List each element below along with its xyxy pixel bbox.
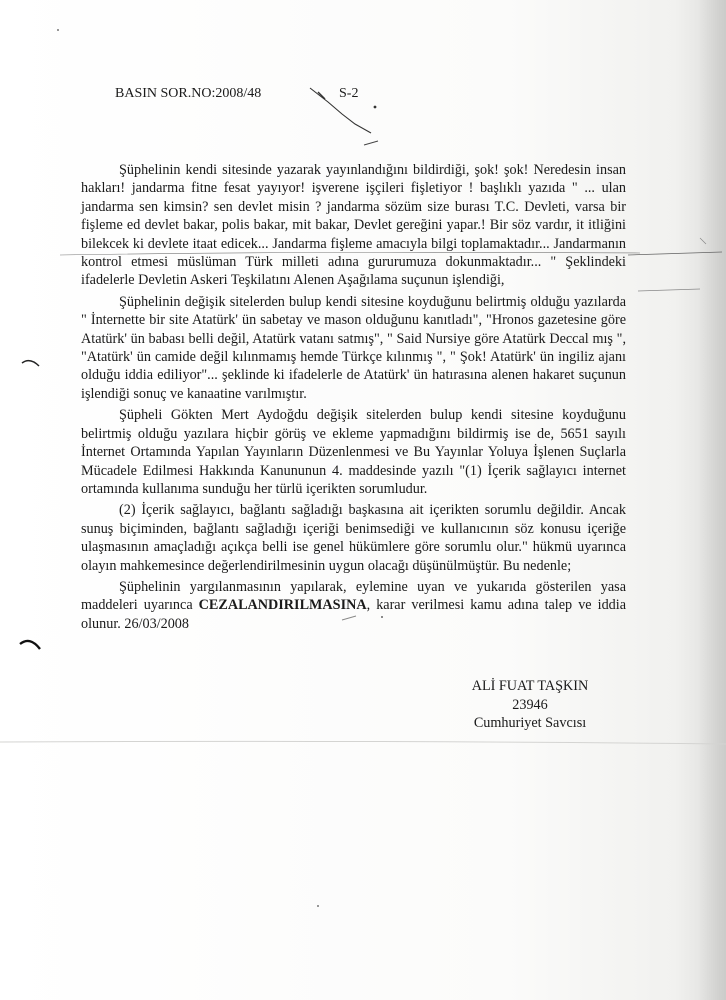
fold-line-bottom (0, 741, 726, 744)
paragraph-5-text-after: , karar verilmesi kamu adına talep ve iddia olunur. 26/03/2008 (81, 597, 626, 632)
signature-block (455, 677, 605, 733)
paragraph-1: Şüphelinin kendi sitesinde yazarak yayınlandığını bildirdiği, şok! şok! Neredesin insan hakları! jandarma fitne fesat yayıyor! işverene işçileri fişletiyor ! başlıklı yazıda " ... ulan jandarma sen kimsin? sen devlet misin ? jandarma sözüm size burası T.C. Devleti, varsa bir fişleme ed devlet bakar, polis bakar, mit bakar, Devlet gereğini yapar.! Bir söz vardır, it itliğini bilekcek ki devlete itaat edicek... Jandarma fişleme amacıyla bilgi toplamaktadır... Jandarmanın kontrol etmesi müslüman Türk milleti adına gururumuza dokunmaktadır... " Şeklindeki ifadelerle Devletin Askeri Teşkilatını Alenen Aşağılama suçunun işlendiği, (81, 162, 626, 289)
document-header (115, 86, 415, 106)
paragraph-5-text-before: Şüphelinin yargılanmasının yapılarak, eylemine uyan ve yukarıda gösterilen yasa maddeleri uyarınca (81, 578, 626, 614)
header-dot (374, 106, 377, 109)
page-number: S-2 (339, 86, 359, 101)
document-body (81, 161, 626, 636)
prosecutor-name: ALİ FUAT TAŞKIN (471, 678, 589, 694)
paragraph-5-bold-verdict: CEZALANDIRILMASINA (198, 597, 367, 614)
hole-punch-mark-top (22, 361, 39, 366)
stray-dot-2 (317, 905, 319, 907)
prosecutor-title: Cumhuriyet Savcısı (473, 715, 587, 731)
stray-dot-3 (57, 29, 59, 31)
margin-line-2 (638, 289, 700, 291)
margin-tick (700, 238, 706, 244)
prosecutor-number: 23946 (512, 696, 548, 713)
paragraph-4: (2) İçerik sağlayıcı, bağlantı sağladığı başkasına ait içerikten sorumlu değildir. Ancak sunuş biçiminden, bağlantı sağladığı içeriği benimsediği ve kullanıcının söz konusu içeriğe ulaşmasının amaçladığı açıkça belli ise genel hükümlere göre sorumlu olur." hükmü uyarınca olayın mahkemesince değerlendirilmesinin uygun olacağı düşünülmüştür. Bu nedenle; (81, 502, 626, 574)
paragraph-2: Şüphelinin değişik sitelerden bulup kendi sitesine koyduğunu belirtmiş olduğu yazılarda " İnternette bir site Atatürk' ün sabetay ve mason olduğunu kanıtladı", "Hronos gazetesine göre Atatürk' ün babası belli değil, Atatürk vatanı satmış", " Said Nursiye göre Atatürk Deccal mış ", "Atatürk' ün camide değil kılınmamış hemde Türkçe kılınmış ", " Şok! Atatürk' ün ingiliz ajanı olduğu iddia ediliyor"... şeklinde ki ifadelerle de Atatürk' ün hatırasına alenen hakaret suçunun işlendiği sonuç ve kanaatine varılmıştır. (81, 293, 626, 402)
paragraph-3: Şüpheli Gökten Mert Aydoğdu değişik sitelerden bulup kendi sitesine koyduğunu belirtmiş olduğu yazılara hiçbir görüş ve ekleme yapmadığını bildirmiş ise de, 5651 sayılı İnternet Ortamında Yapılan Yayınların Düzenlenmesi ve Bu Yayınlar Yoluya İşlenen Suçlarla Mücadele Edilmesi Hakkında Kanununun 4. maddesinde yazılı "(1) İçerik sağlayıcı internet ortamında kullanıma sunduğu her türlü içerikten sorumludur. (81, 407, 626, 497)
paragraph-5 (81, 578, 626, 633)
press-ref-number: BASIN SOR.NO:2008/48 (115, 86, 262, 101)
header-dash (364, 141, 378, 145)
margin-line-1 (628, 252, 722, 255)
hole-punch-mark-bottom (20, 641, 40, 649)
